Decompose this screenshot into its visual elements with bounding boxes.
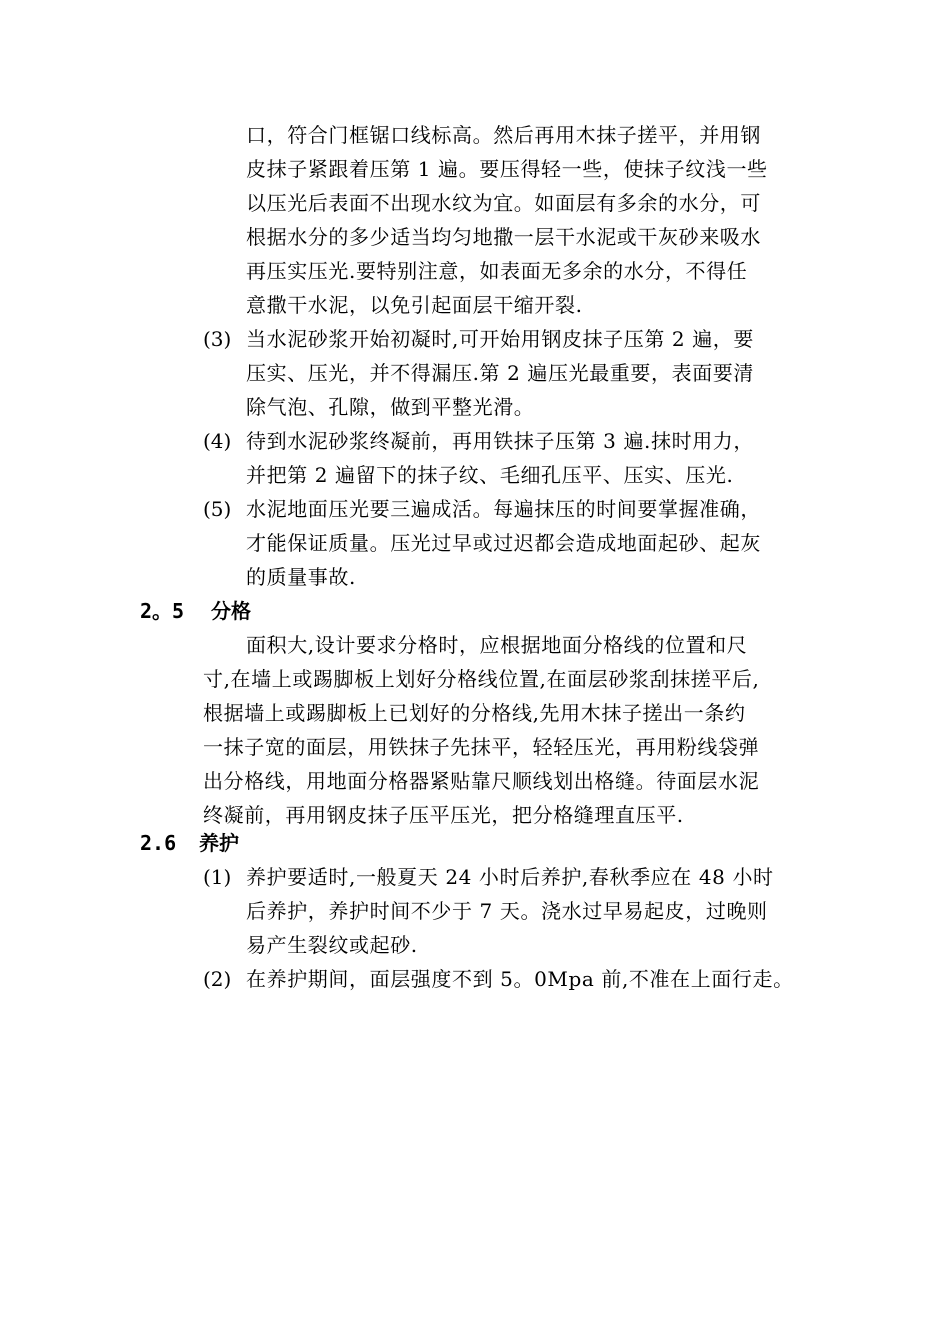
text-line: 面积大,设计要求分格时，应根据地面分格线的位置和尺 — [246, 633, 748, 657]
section-title: 养护 — [199, 831, 239, 855]
text-line: 易产生裂纹或起砂. — [246, 933, 418, 957]
text-line: 的质量事故. — [246, 565, 356, 589]
text-line: 待到水泥砂浆终凝前，再用铁抹子压第 3 遍.抹时用力， — [246, 429, 754, 453]
text-line: 一抹子宽的面层，用铁抹子先抹平，轻轻压光，再用粉线袋弹 — [203, 735, 760, 759]
item-number: (3) — [203, 327, 232, 351]
text-line: 在养护期间，面层强度不到 5。0Mpa 前,不准在上面行走。 — [246, 967, 794, 991]
item-number: (1) — [203, 865, 232, 889]
text-line: 再压实压光.要特别注意，如表面无多余的水分，不得任 — [246, 259, 748, 283]
text-line: 并把第 2 遍留下的抹子纹、毛细孔压平、压实、压光. — [246, 463, 734, 487]
section-number: 2.6 — [140, 831, 177, 855]
text-line: 寸,在墙上或踢脚板上划好分格线位置,在面层砂浆刮抹搓平后, — [203, 667, 760, 691]
text-line: 意撒干水泥，以免引起面层干缩开裂. — [246, 293, 583, 317]
text-line: 后养护，养护时间不少于 7 天。浇水过早易起皮，过晚则 — [246, 899, 768, 923]
text-line: 出分格线，用地面分格器紧贴靠尺顺线划出格缝。待面层水泥 — [203, 769, 760, 793]
text-line: 根据水分的多少适当均匀地撒一层干水泥或干灰砂来吸水 — [246, 225, 761, 249]
section-number: 2。5 — [140, 599, 185, 623]
text-line: 水泥地面压光要三遍成活。每遍抹压的时间要掌握准确， — [246, 497, 761, 521]
text-line: 压实、压光，并不得漏压.第 2 遍压光最重要，表面要清 — [246, 361, 754, 385]
item-number: (4) — [203, 429, 232, 453]
section-title: 分格 — [211, 599, 251, 623]
text-line: 终凝前，再用钢皮抹子压平压光，把分格缝理直压平. — [203, 803, 684, 827]
text-line: 当水泥砂浆开始初凝时,可开始用钢皮抹子压第 2 遍，要 — [246, 327, 754, 351]
text-line: 皮抹子紧跟着压第 1 遍。要压得轻一些，使抹子纹浅一些 — [246, 157, 768, 181]
text-line: 养护要适时,一般夏天 24 小时后养护,春秋季应在 48 小时 — [246, 865, 774, 889]
text-line: 根据墙上或踢脚板上已划好的分格线,先用木抹子搓出一条约 — [203, 701, 746, 725]
text-line: 以压光后表面不出现水纹为宜。如面层有多余的水分，可 — [246, 191, 761, 215]
text-line: 除气泡、孔隙，做到平整光滑。 — [246, 395, 535, 419]
text-line: 才能保证质量。压光过早或过迟都会造成地面起砂、起灰 — [246, 531, 761, 555]
text-line: 口，符合门框锯口线标高。然后再用木抹子搓平，并用钢 — [246, 123, 761, 147]
item-number: (2) — [203, 967, 232, 991]
item-number: (5) — [203, 497, 232, 521]
